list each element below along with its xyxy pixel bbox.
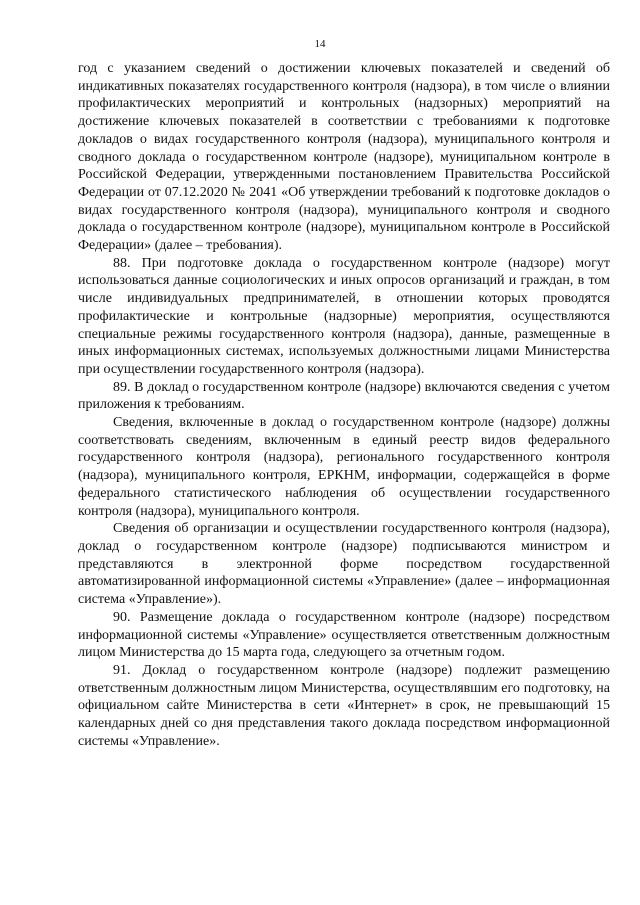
paragraph-89-submission: Сведения об организации и осуществлении государственного контроля (надзора), доклад о государственном контроле (надзоре) подписываются министром и представляются в электронной форме посредством государственной автоматизированной информационной системы «Управление» (далее – информационная система «Управление»).	[78, 521, 610, 608]
document-body	[78, 60, 610, 750]
page-number: 14	[314, 38, 326, 50]
paragraph-89: 89. В доклад о государственном контроле (надзоре) включаются сведения с учетом приложения к требованиям.	[78, 379, 610, 413]
paragraph-88: 88. При подготовке доклада о государственном контроле (надзоре) могут использоваться данные социологических и иных опросов организаций и граждан, в том числе индивидуальных предпринимателей, в отношении которых проводятся профилактические и контрольные (надзорные) мероприятия, осуществляются специальные режимы государственного контроля (надзора), данные, размещенные в иных информационных системах, используемых должностными лицами Министерства при осуществлении государственного контроля (надзора).	[78, 255, 610, 377]
paragraph-90: 90. Размещение доклада о государственном контроле (надзоре) посредством информационной системы «Управление» осуществляется ответственным должностным лицом Министерства до 15 марта года, следующего за отчетным годом.	[78, 609, 610, 661]
paragraph-89-details: Сведения, включенные в доклад о государственном контроле (надзоре) должны соответствовать сведениям, включенным в единый реестр видов федерального государственного контроля (надзора), регионального государственного контроля (надзора), муниципального контроля, ЕРКНМ, информации, содержащейся в форме федерального статистического наблюдения об осуществлении государственного контроля (надзора), муниципального контроля.	[78, 415, 610, 519]
paragraph-91: 91. Доклад о государственном контроле (надзоре) подлежит размещению ответственным должностным лицом Министерства, осуществлявшим его подготовку, на официальном сайте Министерства в сети «Интернет» в срок, не превышающий 15 календарных дней со дня представления такого доклада посредством информационной системы «Управление».	[78, 662, 610, 749]
paragraph-continuation: год с указанием сведений о достижении ключевых показателей и сведений об индикативных показателях государственного контроля (надзора), в том числе о влиянии профилактических мероприятий и контрольных (надзорных) мероприятий на достижение ключевых показателей в соответствии с требованиями к подготовке докладов о видах государственного контроля (надзора), муниципального контроля и сводного доклада о государственном контроле (надзоре), муниципальном контроле в Российской Федерации, утвержденными постановлением Правительства Российской Федерации от 07.12.2020 № 2041 «Об утверждении требований к подготовке докладов о видах государственного контроля (надзора), муниципального контроля и сводного доклада о государственном контроле (надзоре), муниципальном контроле в Российской Федерации» (далее – требования).	[78, 61, 610, 254]
